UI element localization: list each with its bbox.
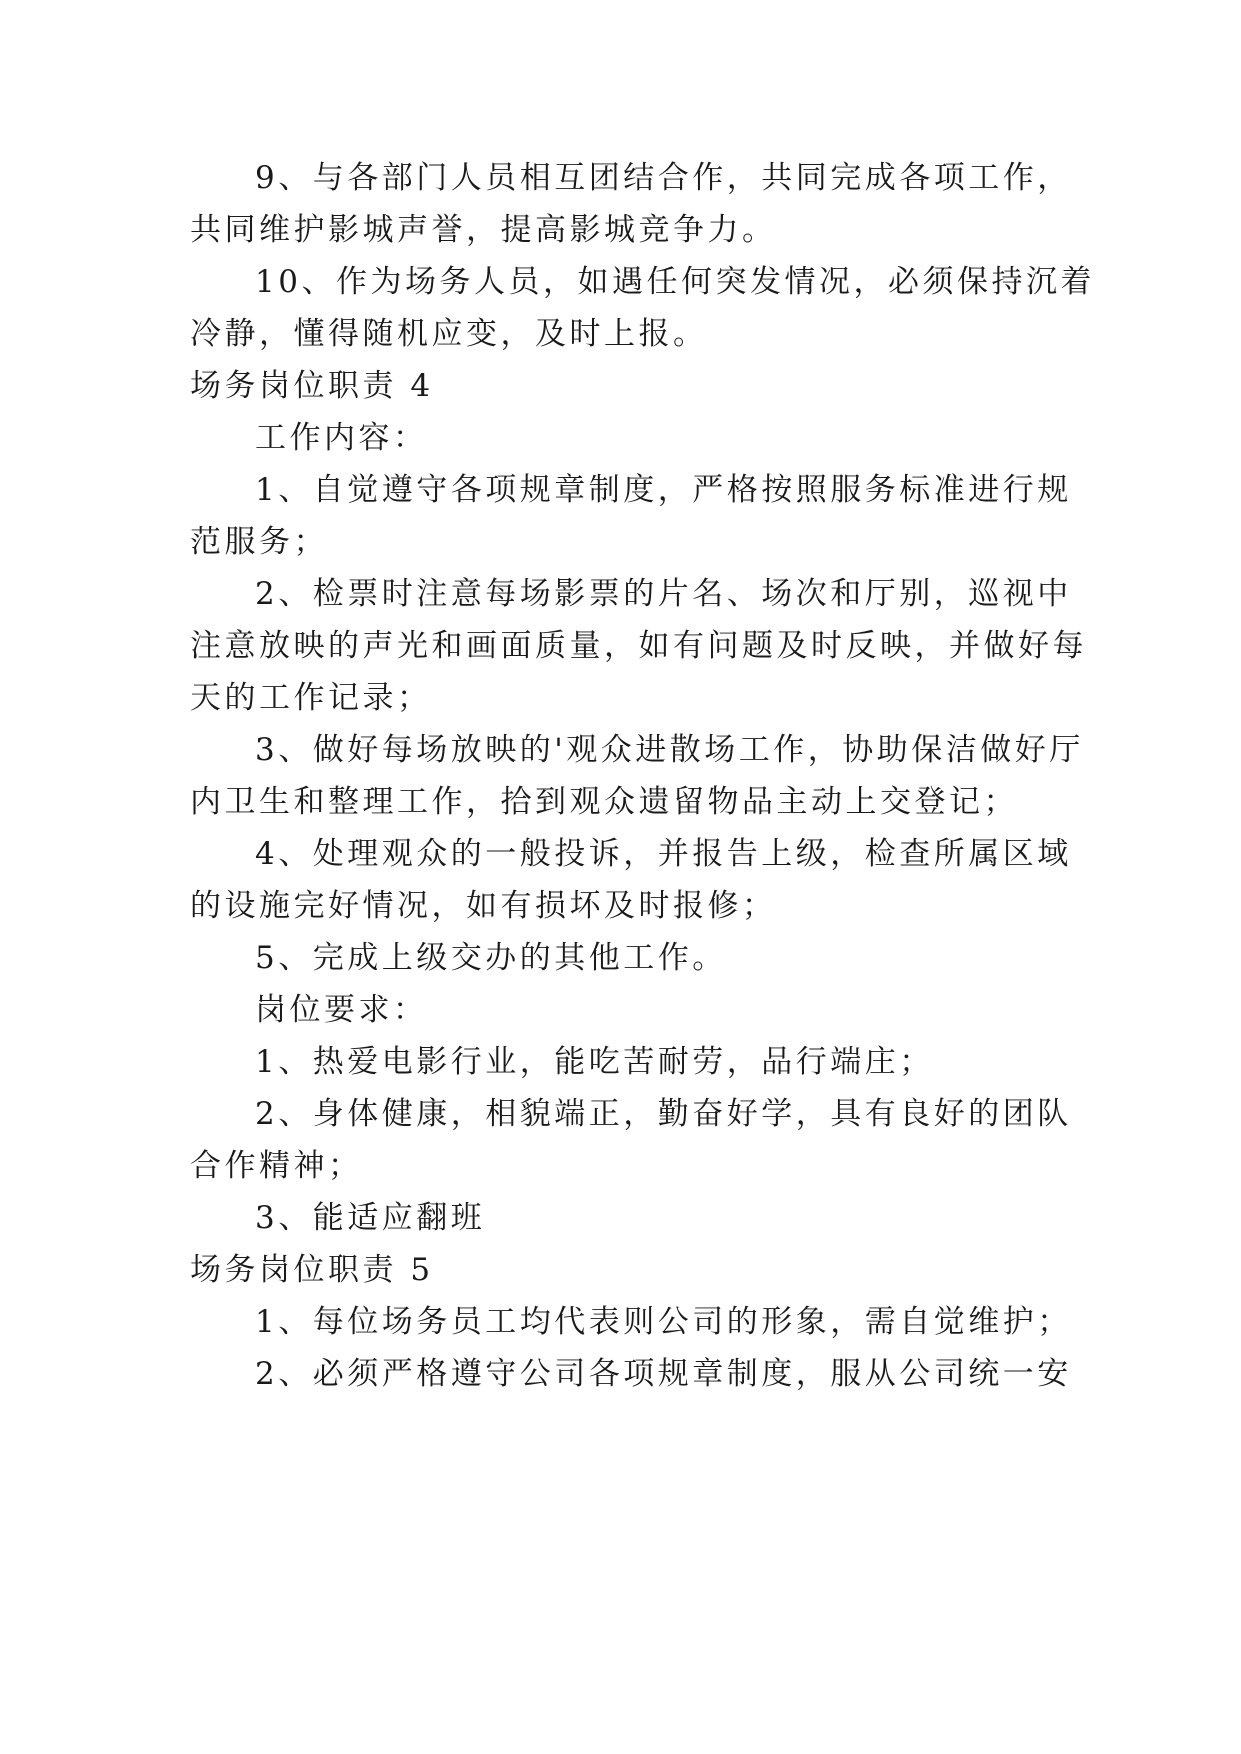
paragraph-line: 共同维护影城声誉，提高影城竞争力。 bbox=[190, 212, 777, 248]
paragraph-line: 天的工作记录； bbox=[190, 680, 432, 716]
paragraph-line: 1、热爱电影行业，能吃苦耐劳，品行端庄； bbox=[255, 1044, 934, 1080]
paragraph-line: 1、每位场务员工均代表则公司的形象，需自觉维护； bbox=[255, 1304, 1072, 1340]
paragraph-line: 内卫生和整理工作，拾到观众遗留物品主动上交登记； bbox=[190, 784, 1018, 820]
paragraph-line: 冷静，懂得随机应变，及时上报。 bbox=[190, 316, 708, 352]
subheading: 工作内容： bbox=[255, 420, 428, 456]
paragraph-line: 3、做好每场放映的'观众进散场工作，协助保洁做好厅 bbox=[255, 732, 1084, 768]
paragraph-line: 5、完成上级交办的其他工作。 bbox=[255, 940, 727, 976]
paragraph-line: 的设施完好情况，如有损坏及时报修； bbox=[190, 888, 777, 924]
subheading: 岗位要求： bbox=[255, 992, 428, 1028]
section-heading: 场务岗位职责 5 bbox=[190, 1252, 434, 1288]
paragraph-line: 2、身体健康，相貌端正，勤奋好学，具有良好的团队 bbox=[255, 1096, 1072, 1132]
paragraph-line: 1、自觉遵守各项规章制度，严格按照服务标准进行规 bbox=[255, 472, 1072, 508]
paragraph-line: 2、必须严格遵守公司各项规章制度，服从公司统一安 bbox=[255, 1356, 1072, 1392]
paragraph-line: 10、作为场务人员，如遇任何突发情况，必须保持沉着 bbox=[255, 264, 1095, 300]
paragraph-line: 9、与各部门人员相互团结合作，共同完成各项工作， bbox=[255, 160, 1072, 196]
paragraph-line: 3、能适应翻班 bbox=[255, 1200, 486, 1236]
paragraph-line: 合作精神； bbox=[190, 1148, 363, 1184]
paragraph-line: 范服务； bbox=[190, 524, 328, 560]
section-heading: 场务岗位职责 4 bbox=[190, 368, 434, 404]
paragraph-line: 2、检票时注意每场影票的片名、场次和厅别，巡视中 bbox=[255, 576, 1072, 612]
paragraph-line: 注意放映的声光和画面质量，如有问题及时反映，并做好每 bbox=[190, 628, 1087, 664]
paragraph-line: 4、处理观众的一般投诉，并报告上级，检查所属区域 bbox=[255, 836, 1072, 872]
